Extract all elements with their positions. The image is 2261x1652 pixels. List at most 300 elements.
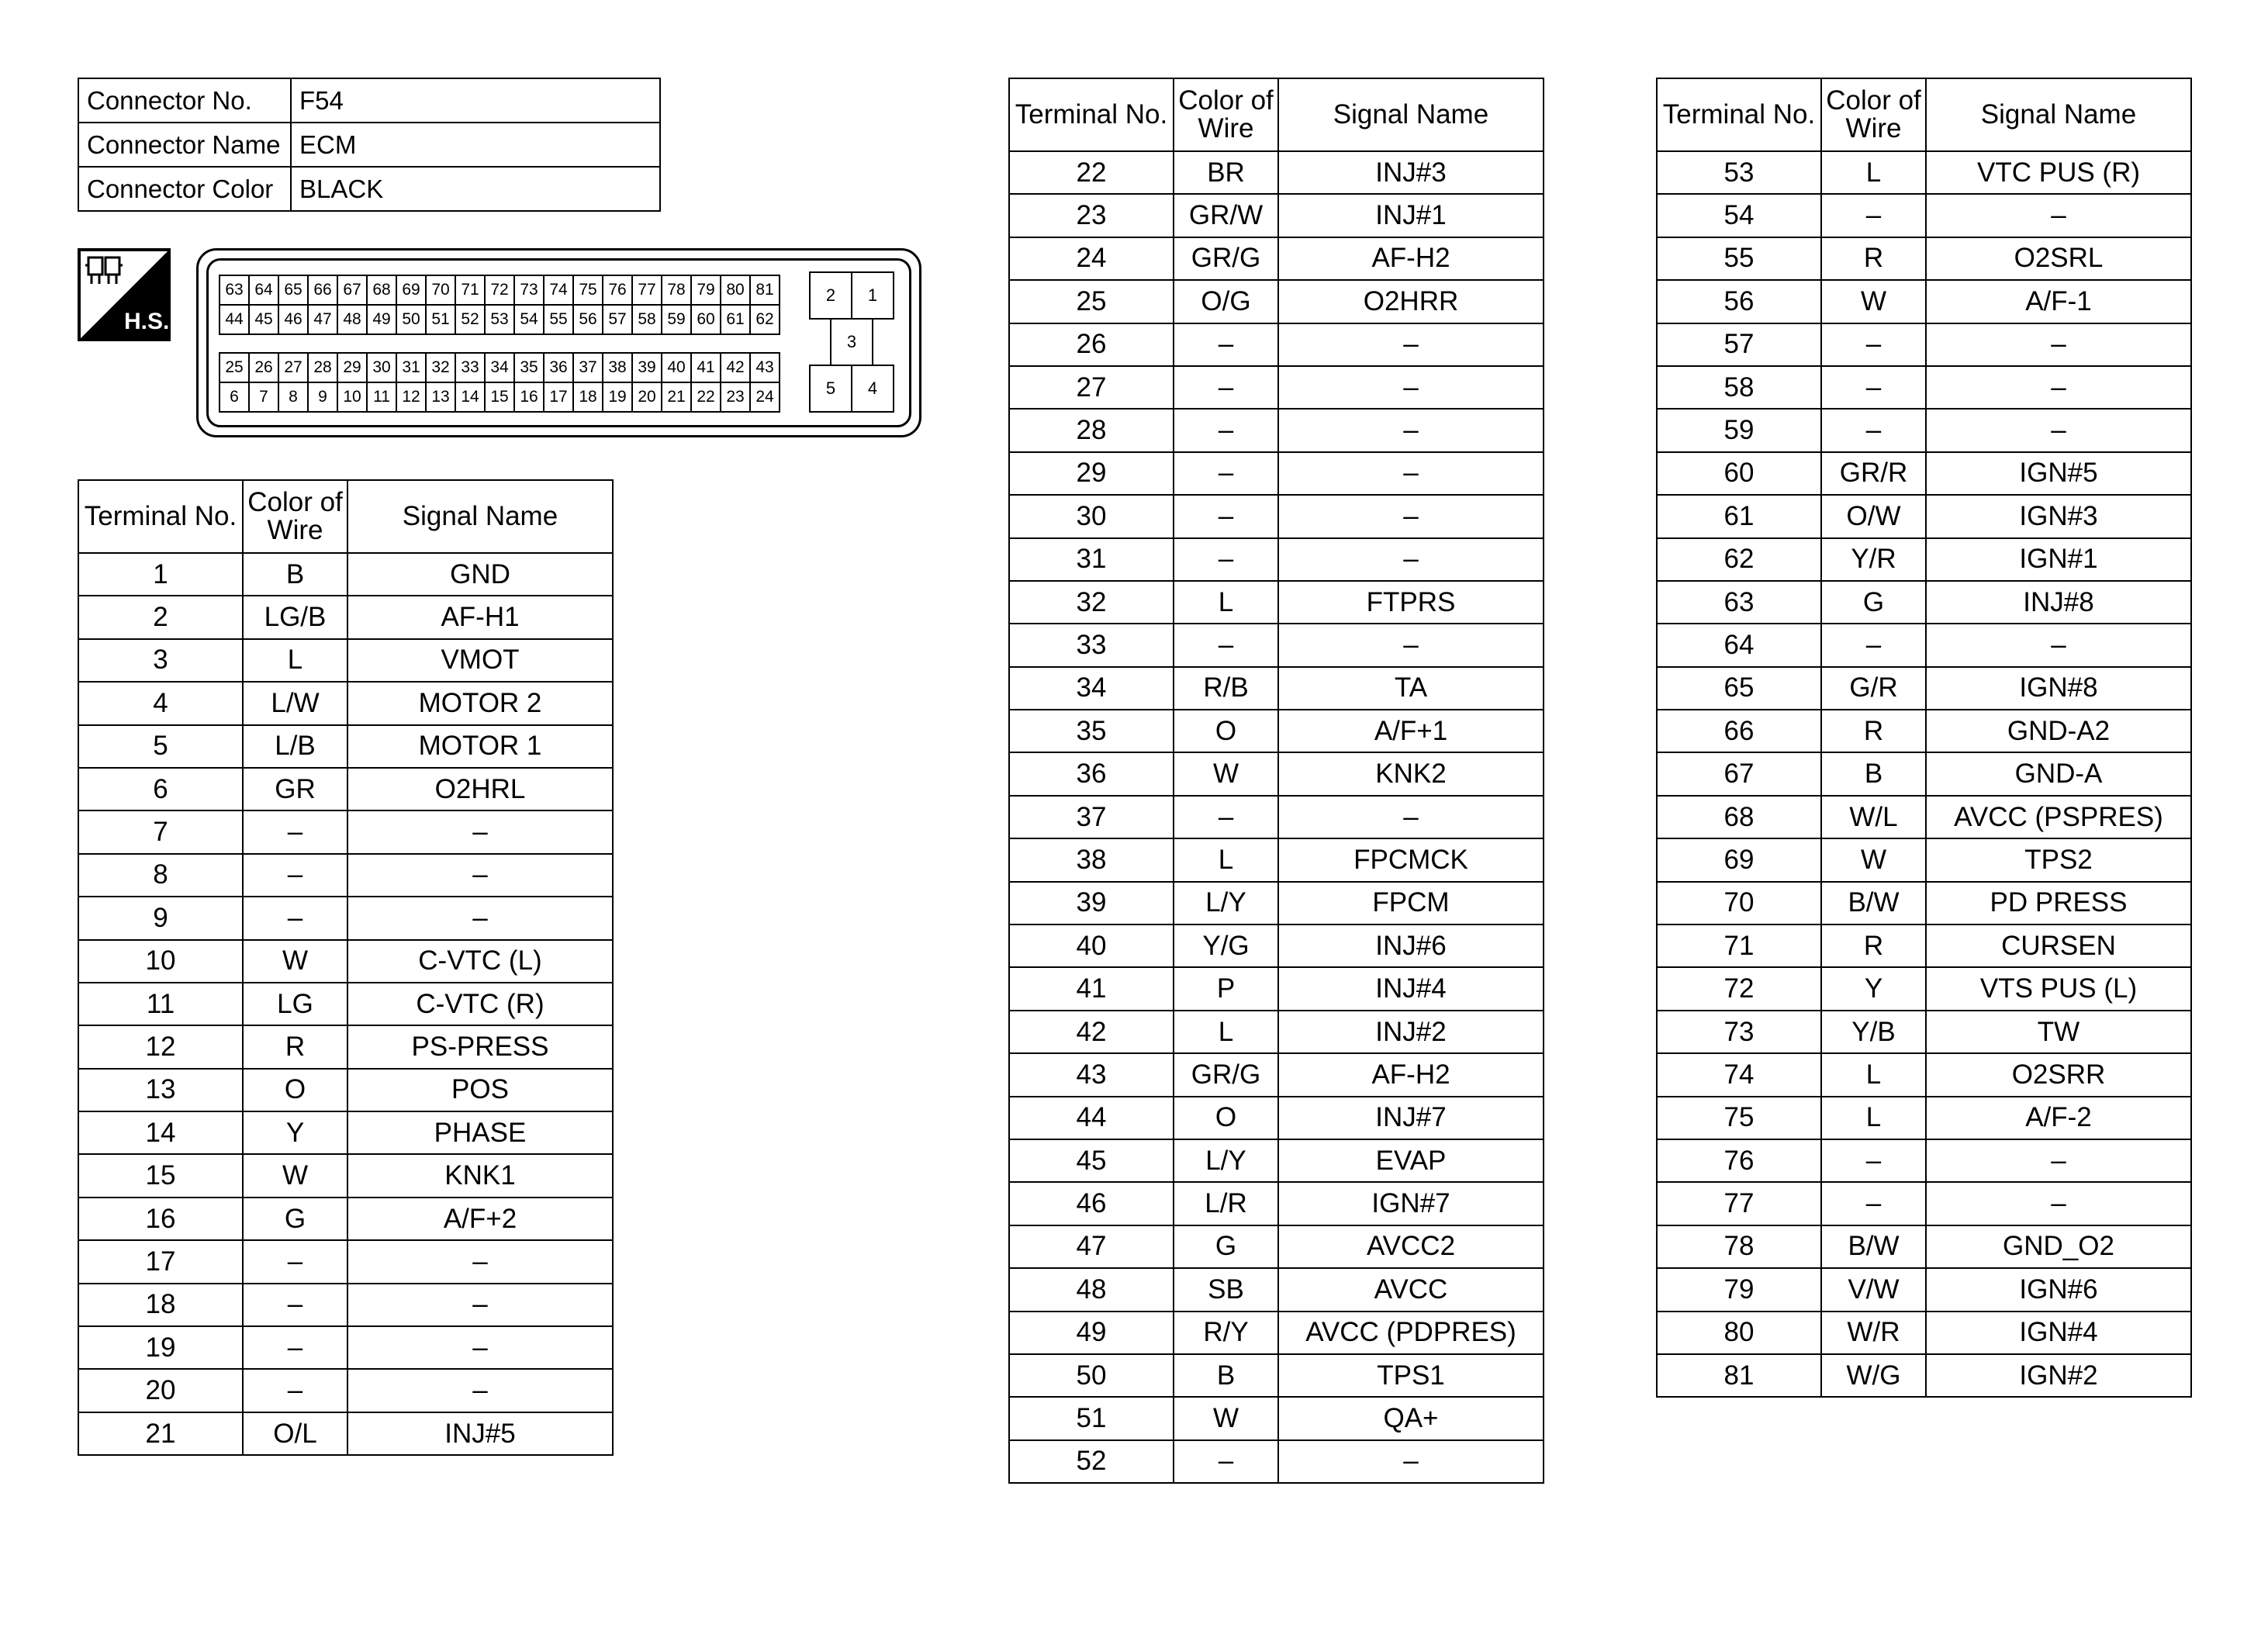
terminal-cell: 58 [1657, 366, 1821, 409]
table-row [1657, 581, 2191, 624]
terminal-cell: 79 [1657, 1268, 1821, 1311]
signal-name-cell: GND-A [1926, 752, 2191, 795]
table-row [1657, 924, 2191, 967]
signal-name-cell: AVCC (PDPRES) [1278, 1312, 1544, 1354]
signal-name-cell: IGN#2 [1926, 1354, 2191, 1397]
signal-name-cell: AVCC (PSPRES) [1926, 796, 2191, 838]
signal-name-cell: O2SRR [1926, 1053, 2191, 1096]
connector-pin: 38 [602, 352, 633, 383]
table-row [1009, 237, 1544, 280]
connector-pin: 59 [661, 304, 692, 335]
table-row [1009, 1139, 1544, 1182]
wire-color-cell: – [1821, 366, 1926, 409]
table-row [1009, 752, 1544, 795]
connector-pin: 22 [690, 382, 721, 413]
signal-name-cell: TPS2 [1926, 838, 2191, 881]
connector-pin: 25 [219, 352, 250, 383]
table-row [1657, 710, 2191, 752]
terminal-cell: 69 [1657, 838, 1821, 881]
wire-color-cell: W/G [1821, 1354, 1926, 1397]
wire-color-cell: – [243, 854, 347, 897]
connector-pin: 52 [455, 304, 486, 335]
wire-color-cell: B/W [1821, 882, 1926, 924]
signal-name-cell: – [347, 854, 613, 897]
wire-color-cell: L [1174, 838, 1278, 881]
table-row [78, 854, 613, 897]
connector-pin: 48 [337, 304, 368, 335]
table-row [1009, 667, 1544, 710]
signal-name-cell: IGN#5 [1926, 452, 2191, 495]
table-row [1657, 409, 2191, 451]
signal-name-cell: – [347, 1369, 613, 1412]
wire-color-cell: O [1174, 710, 1278, 752]
terminal-cell: 64 [1657, 624, 1821, 666]
terminal-cell: 10 [78, 940, 243, 983]
wire-color-cell: R [243, 1025, 347, 1068]
table-row [1657, 624, 2191, 666]
terminal-cell: 70 [1657, 882, 1821, 924]
wire-color-cell: Y [243, 1111, 347, 1154]
table-row [78, 639, 613, 682]
terminal-cell: 3 [78, 639, 243, 682]
terminal-cell: 49 [1009, 1312, 1174, 1354]
table-row [1657, 882, 2191, 924]
large-pin: 1 [851, 271, 894, 320]
signal-name-cell: INJ#2 [1278, 1011, 1544, 1053]
connector-pin: 80 [720, 275, 751, 306]
table-row [1657, 667, 2191, 710]
table-row [78, 1111, 613, 1154]
pin-row [219, 275, 779, 304]
signal-name-cell: – [1278, 323, 1544, 366]
signal-name-cell: A/F+1 [1278, 710, 1544, 752]
terminal-cell: 44 [1009, 1097, 1174, 1139]
wire-color-cell: B [1174, 1354, 1278, 1397]
table-row [1009, 1011, 1544, 1053]
table-row [78, 682, 613, 724]
badge-text: H.S. [124, 309, 170, 334]
connector-pin: 44 [219, 304, 250, 335]
header-terminal: Terminal No. [78, 480, 243, 553]
table-row [78, 940, 613, 983]
table-row [78, 897, 613, 939]
table-row [1657, 1268, 2191, 1311]
terminal-cell: 61 [1657, 495, 1821, 537]
connector-pin: 24 [749, 382, 780, 413]
wire-color-cell: – [1821, 1139, 1926, 1182]
wire-color-cell: – [1821, 624, 1926, 666]
signal-name-cell: INJ#5 [347, 1412, 613, 1455]
terminal-cell: 81 [1657, 1354, 1821, 1397]
table-row [78, 768, 613, 810]
signal-name-cell: – [1278, 495, 1544, 537]
connector-pin: 65 [278, 275, 309, 306]
terminal-cell: 17 [78, 1240, 243, 1283]
info-label: Connector Color [78, 167, 291, 211]
info-label: Connector No. [78, 78, 291, 123]
wire-color-cell: O [1174, 1097, 1278, 1139]
terminal-cell: 27 [1009, 366, 1174, 409]
connector-pin: 26 [248, 352, 279, 383]
signal-name-cell: – [1926, 409, 2191, 451]
wire-color-cell: – [1174, 366, 1278, 409]
signal-name-cell: INJ#3 [1278, 151, 1544, 194]
large-pin: 3 [830, 318, 873, 366]
info-value: F54 [291, 78, 660, 123]
terminal-cell: 45 [1009, 1139, 1174, 1182]
connector-pin: 6 [219, 382, 250, 413]
terminal-cell: 30 [1009, 495, 1174, 537]
signal-name-cell: GND [347, 553, 613, 596]
table-row [78, 1369, 613, 1412]
wire-color-cell: LG [243, 983, 347, 1025]
header-signal: Signal Name [347, 480, 613, 553]
wire-color-cell: O/L [243, 1412, 347, 1455]
wire-color-cell: W [1174, 752, 1278, 795]
terminal-cell: 42 [1009, 1011, 1174, 1053]
terminal-cell: 2 [78, 596, 243, 638]
signal-name-cell: INJ#4 [1278, 967, 1544, 1010]
signal-name-cell: – [1278, 624, 1544, 666]
connector-pin: 50 [396, 304, 427, 335]
terminal-cell: 46 [1009, 1182, 1174, 1225]
table-row [1009, 366, 1544, 409]
signal-name-cell: C-VTC (L) [347, 940, 613, 983]
terminal-cell: 60 [1657, 452, 1821, 495]
wire-color-cell: – [1174, 323, 1278, 366]
table-row [78, 596, 613, 638]
connector-pin: 73 [513, 275, 545, 306]
terminal-cell: 68 [1657, 796, 1821, 838]
signal-name-cell: A/F+2 [347, 1198, 613, 1240]
info-value: BLACK [291, 167, 660, 211]
connector-pin: 7 [248, 382, 279, 413]
signal-name-cell: AF-H1 [347, 596, 613, 638]
terminal-cell: 53 [1657, 151, 1821, 194]
table-header-row [78, 480, 613, 553]
terminal-cell: 16 [78, 1198, 243, 1240]
signal-name-cell: PS-PRESS [347, 1025, 613, 1068]
signal-name-cell: CURSEN [1926, 924, 2191, 967]
connector-info-table [78, 78, 661, 212]
signal-name-cell: – [347, 1326, 613, 1369]
signal-name-cell: A/F-2 [1926, 1097, 2191, 1139]
table-row [1009, 581, 1544, 624]
connector-pin: 36 [543, 352, 574, 383]
terminal-cell: 52 [1009, 1440, 1174, 1483]
table-row [78, 983, 613, 1025]
table-row [1657, 796, 2191, 838]
connector-pin: 23 [720, 382, 751, 413]
wire-color-cell: – [1174, 1440, 1278, 1483]
signal-name-cell: – [1278, 796, 1544, 838]
signal-name-cell: INJ#8 [1926, 581, 2191, 624]
connector-pin: 57 [602, 304, 633, 335]
terminal-cell: 11 [78, 983, 243, 1025]
connector-pin: 43 [749, 352, 780, 383]
terminal-cell: 32 [1009, 581, 1174, 624]
signal-name-cell: O2HRR [1278, 280, 1544, 323]
table-row [1009, 1268, 1544, 1311]
terminal-cell: 78 [1657, 1225, 1821, 1268]
connector-pin: 64 [248, 275, 279, 306]
table-row [1657, 1097, 2191, 1139]
wire-color-cell: – [1174, 538, 1278, 581]
connector-pin: 8 [278, 382, 309, 413]
connector-pin: 74 [543, 275, 574, 306]
wire-color-cell: – [1821, 323, 1926, 366]
connector-pin: 46 [278, 304, 309, 335]
table-row [1657, 280, 2191, 323]
signal-name-cell: – [1278, 452, 1544, 495]
wire-color-cell: GR/G [1174, 1053, 1278, 1096]
signal-name-cell: KNK2 [1278, 752, 1544, 795]
wire-color-cell: L [1821, 1097, 1926, 1139]
terminal-cell: 8 [78, 854, 243, 897]
signal-name-cell: TPS1 [1278, 1354, 1544, 1397]
connector-pin: 10 [337, 382, 368, 413]
terminal-cell: 66 [1657, 710, 1821, 752]
wire-color-cell: B [1821, 752, 1926, 795]
connector-pin: 45 [248, 304, 279, 335]
signal-name-cell: FTPRS [1278, 581, 1544, 624]
wire-color-cell: B [243, 553, 347, 596]
harness-side-icon [78, 248, 171, 341]
wire-color-cell: GR/G [1174, 237, 1278, 280]
connector-pin: 53 [484, 304, 515, 335]
large-pin: 4 [851, 365, 894, 413]
connector-pin: 60 [690, 304, 721, 335]
terminal-cell: 22 [1009, 151, 1174, 194]
wire-color-cell: O/W [1821, 495, 1926, 537]
terminal-cell: 57 [1657, 323, 1821, 366]
connector-pin: 13 [425, 382, 456, 413]
signal-name-cell: IGN#7 [1278, 1182, 1544, 1225]
terminal-cell: 67 [1657, 752, 1821, 795]
terminal-cell: 43 [1009, 1053, 1174, 1096]
wire-color-cell: L/R [1174, 1182, 1278, 1225]
signal-name-cell: – [1278, 1440, 1544, 1483]
signal-name-cell: – [1926, 1182, 2191, 1225]
signal-name-cell: – [1926, 194, 2191, 237]
signal-name-cell: – [347, 1240, 613, 1283]
wire-color-cell: GR/W [1174, 194, 1278, 237]
table-row [1657, 452, 2191, 495]
signal-name-cell: VTC PUS (R) [1926, 151, 2191, 194]
connector-pin: 32 [425, 352, 456, 383]
connector-pin: 54 [513, 304, 545, 335]
connector-pin: 27 [278, 352, 309, 383]
terminal-cell: 9 [78, 897, 243, 939]
table-row [1009, 838, 1544, 881]
connector-pin: 12 [396, 382, 427, 413]
wire-color-cell: W [1821, 838, 1926, 881]
terminal-cell: 4 [78, 682, 243, 724]
wire-color-cell: O [243, 1069, 347, 1111]
header-color: Color of Wire [1174, 78, 1278, 151]
signal-name-cell: AF-H2 [1278, 237, 1544, 280]
table-row [1657, 194, 2191, 237]
terminal-cell: 20 [78, 1369, 243, 1412]
info-row [78, 78, 660, 123]
table-row [1009, 924, 1544, 967]
table-row [1009, 710, 1544, 752]
table-row [1657, 1312, 2191, 1354]
terminal-cell: 77 [1657, 1182, 1821, 1225]
terminal-cell: 55 [1657, 237, 1821, 280]
terminal-table [1656, 78, 2192, 1398]
wire-color-cell: B/W [1821, 1225, 1926, 1268]
table-header-row [1657, 78, 2191, 151]
terminal-cell: 21 [78, 1412, 243, 1455]
table-row [1657, 1225, 2191, 1268]
wire-color-cell: W [1821, 280, 1926, 323]
terminal-cell: 31 [1009, 538, 1174, 581]
signal-name-cell: – [347, 1284, 613, 1326]
table-row [1009, 1397, 1544, 1439]
signal-name-cell: O2HRL [347, 768, 613, 810]
terminal-cell: 25 [1009, 280, 1174, 323]
wire-color-cell: – [243, 1369, 347, 1412]
table-row [1009, 151, 1544, 194]
terminal-cell: 35 [1009, 710, 1174, 752]
connector-pin: 18 [572, 382, 603, 413]
header-signal: Signal Name [1278, 78, 1544, 151]
table-row [1009, 624, 1544, 666]
terminal-cell: 13 [78, 1069, 243, 1111]
wire-color-cell: W/R [1821, 1312, 1926, 1354]
info-label: Connector Name [78, 123, 291, 167]
table-row [78, 1069, 613, 1111]
connector-pin: 69 [396, 275, 427, 306]
wire-color-cell: L [243, 639, 347, 682]
connector-pin: 31 [396, 352, 427, 383]
connector-pin: 20 [631, 382, 662, 413]
signal-name-cell: AF-H2 [1278, 1053, 1544, 1096]
connector-pin: 30 [366, 352, 397, 383]
wire-color-cell: – [1821, 1182, 1926, 1225]
connector-pin: 61 [720, 304, 751, 335]
terminal-cell: 51 [1009, 1397, 1174, 1439]
table-row [78, 1240, 613, 1283]
terminal-cell: 15 [78, 1154, 243, 1197]
signal-name-cell: FPCM [1278, 882, 1544, 924]
info-value: ECM [291, 123, 660, 167]
connector-pin: 66 [307, 275, 338, 306]
connector-pin: 21 [661, 382, 692, 413]
wire-color-cell: Y/R [1821, 538, 1926, 581]
connector-pin: 68 [366, 275, 397, 306]
signal-name-cell: GND_O2 [1926, 1225, 2191, 1268]
terminal-cell: 54 [1657, 194, 1821, 237]
table-row [1657, 752, 2191, 795]
wire-color-cell: – [243, 1284, 347, 1326]
connector-pin: 71 [455, 275, 486, 306]
connector-pin: 77 [631, 275, 662, 306]
connector-pin: 40 [661, 352, 692, 383]
terminal-cell: 76 [1657, 1139, 1821, 1182]
table-row [1009, 1182, 1544, 1225]
connector-pin: 75 [572, 275, 603, 306]
signal-name-cell: PD PRESS [1926, 882, 2191, 924]
table-row [1009, 280, 1544, 323]
wire-color-cell: G [1174, 1225, 1278, 1268]
wire-color-cell: L [1174, 1011, 1278, 1053]
table-row [1657, 151, 2191, 194]
connector-pin: 49 [366, 304, 397, 335]
connector-pin: 70 [425, 275, 456, 306]
connector-pin: 14 [455, 382, 486, 413]
wire-color-cell: Y [1821, 967, 1926, 1010]
wire-color-cell: – [1821, 194, 1926, 237]
connector-pin: 47 [307, 304, 338, 335]
table-row [1009, 1053, 1544, 1096]
table-row [1657, 366, 2191, 409]
table-row [1009, 1440, 1544, 1483]
terminal-cell: 47 [1009, 1225, 1174, 1268]
signal-name-cell: GND-A2 [1926, 710, 2191, 752]
signal-name-cell: VTS PUS (L) [1926, 967, 2191, 1010]
signal-name-cell: TW [1926, 1011, 2191, 1053]
terminal-cell: 73 [1657, 1011, 1821, 1053]
wire-color-cell: L/Y [1174, 1139, 1278, 1182]
terminal-cell: 29 [1009, 452, 1174, 495]
wire-color-cell: R [1821, 710, 1926, 752]
signal-name-cell: AVCC2 [1278, 1225, 1544, 1268]
signal-name-cell: IGN#3 [1926, 495, 2191, 537]
table-row [1009, 323, 1544, 366]
signal-name-cell: MOTOR 2 [347, 682, 613, 724]
wire-color-cell: – [1821, 409, 1926, 451]
header-color: Color of Wire [1821, 78, 1926, 151]
signal-name-cell: AVCC [1278, 1268, 1544, 1311]
terminal-cell: 56 [1657, 280, 1821, 323]
signal-name-cell: FPCMCK [1278, 838, 1544, 881]
connector-pin: 51 [425, 304, 456, 335]
wire-color-cell: L [1821, 1053, 1926, 1096]
table-row [78, 1198, 613, 1240]
terminal-cell: 23 [1009, 194, 1174, 237]
wire-color-cell: W/L [1821, 796, 1926, 838]
signal-name-cell: IGN#6 [1926, 1268, 2191, 1311]
table-row [1009, 538, 1544, 581]
pin-row [219, 382, 779, 411]
table-row [1009, 1312, 1544, 1354]
wire-color-cell: P [1174, 967, 1278, 1010]
wire-color-cell: GR/R [1821, 452, 1926, 495]
connector-pin: 78 [661, 275, 692, 306]
connector-pin: 72 [484, 275, 515, 306]
connector-pin: 41 [690, 352, 721, 383]
connector-pin: 11 [366, 382, 397, 413]
table-row [1009, 1354, 1544, 1397]
signal-name-cell: INJ#6 [1278, 924, 1544, 967]
connector-pin: 42 [720, 352, 751, 383]
connector-pin: 81 [749, 275, 780, 306]
table-row [1009, 796, 1544, 838]
terminal-cell: 18 [78, 1284, 243, 1326]
table-row [1009, 1097, 1544, 1139]
wire-color-cell: L [1174, 581, 1278, 624]
large-pin: 2 [809, 271, 852, 320]
connector-pin: 33 [455, 352, 486, 383]
table-row [1657, 1053, 2191, 1096]
terminal-cell: 41 [1009, 967, 1174, 1010]
signal-name-cell: – [347, 810, 613, 853]
terminal-cell: 65 [1657, 667, 1821, 710]
table-row [1657, 538, 2191, 581]
connector-pin: 9 [307, 382, 338, 413]
